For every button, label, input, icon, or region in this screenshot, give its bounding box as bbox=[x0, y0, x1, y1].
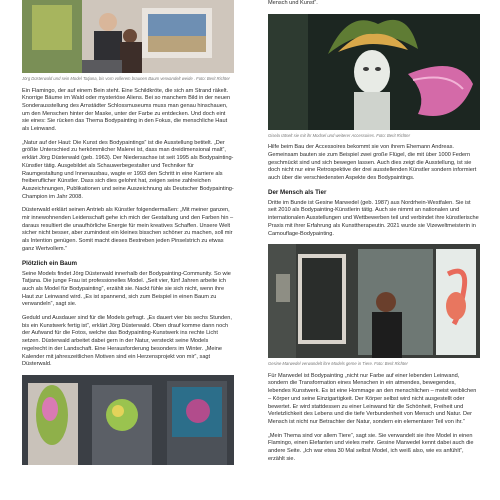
paragraph: Für Marwedel ist Bodypainting „nicht nur Farbe auf einer lebenden Leinwand, sondern die Transformation eines Menschen in ein atmendes, bewegendes, lebendes Kunstwerk. Es ist eine Hommage an den menschlichen – meist weiblichen – Körper und seine Einzigartigkeit. Der Körper selbst wird nicht ausgestellt oder bewertet. Er wird stattdessen zu einer Leinwand für die Schönheit, Freiheit und Verletzlichkeit des Lebens und die tiefe Verbundenheit von Mensch und Natur. Der Mensch ist nicht nur Betrachter der Natur, sondern ein elementarer Teil von ihr.“ bbox=[268, 372, 477, 425]
paragraph: Ein Flamingo, der auf einem Bein steht. Eine Schildkröte, die sich am Strand räkelt. Knorrige Bäume im Wald oder mysteriöse Aliens. Bei so manchem Bild in der neuen Sonderausstellung des Arnstädter Schlossmuseums muss man genau hinschauen, um den Menschen hinter der Maske, unter der Farbe zu entdecken. Und doch eint sie eines: Sie rücken das Thema Bodypainting in den Fokus, die menschliche Haut als Leinwand. bbox=[22, 87, 231, 133]
right-column bbox=[268, 0, 480, 469]
section-heading: Der Mensch als Tier bbox=[268, 188, 327, 196]
paragraph: „Natur auf der Haut: Die Kunst des Bodypaintings“ ist die Ausstellung betitelt. „Der größte Unterschied zu herkömmlicher Malerei ist, dass man dreidimensional malt“, erklärt Jörg Düsterwald (geb. 1963). Der Niedersachse ist seit 1995 als Bodypainting-Künstler tätig. Ausgebildet als Schauwerbegestalter und Techniker für Raumgestaltung und Innenausbau, wagte er 1993 den Schritt in eine Karriere als freiberuflicher Künstler. Dass sich dies gelohnt hat, zeigen seine zahlreichen Auszeichnungen, Publikationen und seine Auszeichnung als Deutscher Bodypainting-Champion im Jahr 2008. bbox=[22, 139, 234, 200]
photo-artist-with-flamingo bbox=[268, 244, 480, 358]
paragraph: Seine Models findet Jörg Düsterwald innerhalb der Bodypainting-Community. So wie Tatjana. Die junge Frau ist professionelles Model. „Seit vier, fünf Jahren arbeite ich auch als Model für Bodypainting“, erzählt sie. Nackt fühle sie sich nicht, wenn ihre Haut zur Leinwand wird. „Es ist spannend, sich zum Beispiel in einen Baum zu verwandeln“, sagt sie. bbox=[22, 270, 231, 308]
photo-model-with-accessories-image bbox=[268, 14, 480, 130]
paragraph: Mensch und Kunst“. bbox=[268, 0, 318, 6]
photo3-caption: Gesine Marwedel verwandelt ihre Models gerne in Tiere. Foto: Berit Richter bbox=[268, 361, 408, 367]
paragraph: Geduld und Ausdauer sind für die Models gefragt. „Es dauert vier bis sechs Stunden, bis ein Kunstwerk fertig ist“, erklärt Jörg Düsterwald. Oben drauf komme dann noch der Aufwand für die Fotos, welche das Bodypainting-Kunstwerk ins rechte Licht setzen. Düsterwald arbeitet dabei gern in der Natur, versteckt seine Models regelrecht in der Landschaft. Eine Herausforderung besonders im Winter. „Meine Kalender mit jahreszeitlichen Motiven sind ein Herzensprojekt von mir“, sagt Düsterwald. bbox=[22, 315, 232, 368]
photo-artist-with-model bbox=[22, 0, 234, 73]
paragraph: Hilfe beim Bau der Accessoires bekommt sie von ihrem Ehemann Andreas. Gemeinsam bauten sie zum Beispiel zwei große Flügel, die mit über 1000 Federn geschmückt sind und sich bewegen lassen. Auch dies zeigt die Ausstellung, ist sie doch nicht nur eine Retrospektive der drei ausstellenden Künstler sondern informiert auch über die verschiedensten Aspekte des Bodypaintings. bbox=[268, 144, 477, 182]
section-heading: Plötzlich ein Baum bbox=[22, 259, 78, 267]
photo-model-with-accessories bbox=[268, 14, 480, 130]
photo-artist-with-flamingo-image bbox=[268, 244, 480, 358]
photo-bodypainting-gallery bbox=[22, 375, 234, 465]
photo1-caption: Jörg Düsterwald und sein Model Tatjana, bis vorn vollerem braunen Baum verwandelt weide . Foto: Berit Richter bbox=[22, 76, 230, 81]
photo-bodypainting-gallery-image bbox=[22, 375, 234, 465]
photo2-caption: Gisela rätselt sie mit ihr Modsel und weiterer Accessoires. Foto: Berit Richter bbox=[268, 132, 411, 138]
paragraph: „Mein Thema sind vor allem Tiere“, sagt sie. Sie verwandelt sie ihre Model in einen Flamingo, einen Elefanten und vieles mehr. Gesine Marwedel kennt dabei auch die andere Seite. „Ich war etwa 30 Mal selbst Model, ich weiß also, wie es anfühlt“, erzählt sie. bbox=[268, 432, 474, 462]
left-column bbox=[22, 0, 234, 465]
paragraph: Dritte im Bunde ist Gesine Marwedel (geb. 1987) aus Nordrhein-Westfalen. Sie ist seit 2010 als Bodypainting-Künstlerin tätig. Auch sie nimmt an nationalen und internationalen Ausstellungen und Wettbewerben teil und verbindet ihre künstlerische Praxis mit ihrer Erfahrung als Kunsttherapeutin. 2021 wurde sie Vizeweltmeisterin in Camouflage-Bodypainting. bbox=[268, 199, 479, 237]
paragraph: Düsterwald erklärt seinen Antrieb als Künstler folgendermaßen: „Mit meiner ganzen, mir innewohnenden Leidenschaft gehe ich mich der Gestaltung und den Farben hin – daraus resultiert die unaufhörliche Energie für mein kreatives Schaffen. Unsere Welt sicher nicht besser, aber zumindest ein kleines bisschen schöner zu machen, soll mir als Intention genügen. Somit macht dieses Bestreben jeden Pinselstrich zu etwas ganz Wertvollem.“ bbox=[22, 207, 234, 252]
photo-artist-with-model-image bbox=[22, 0, 234, 73]
